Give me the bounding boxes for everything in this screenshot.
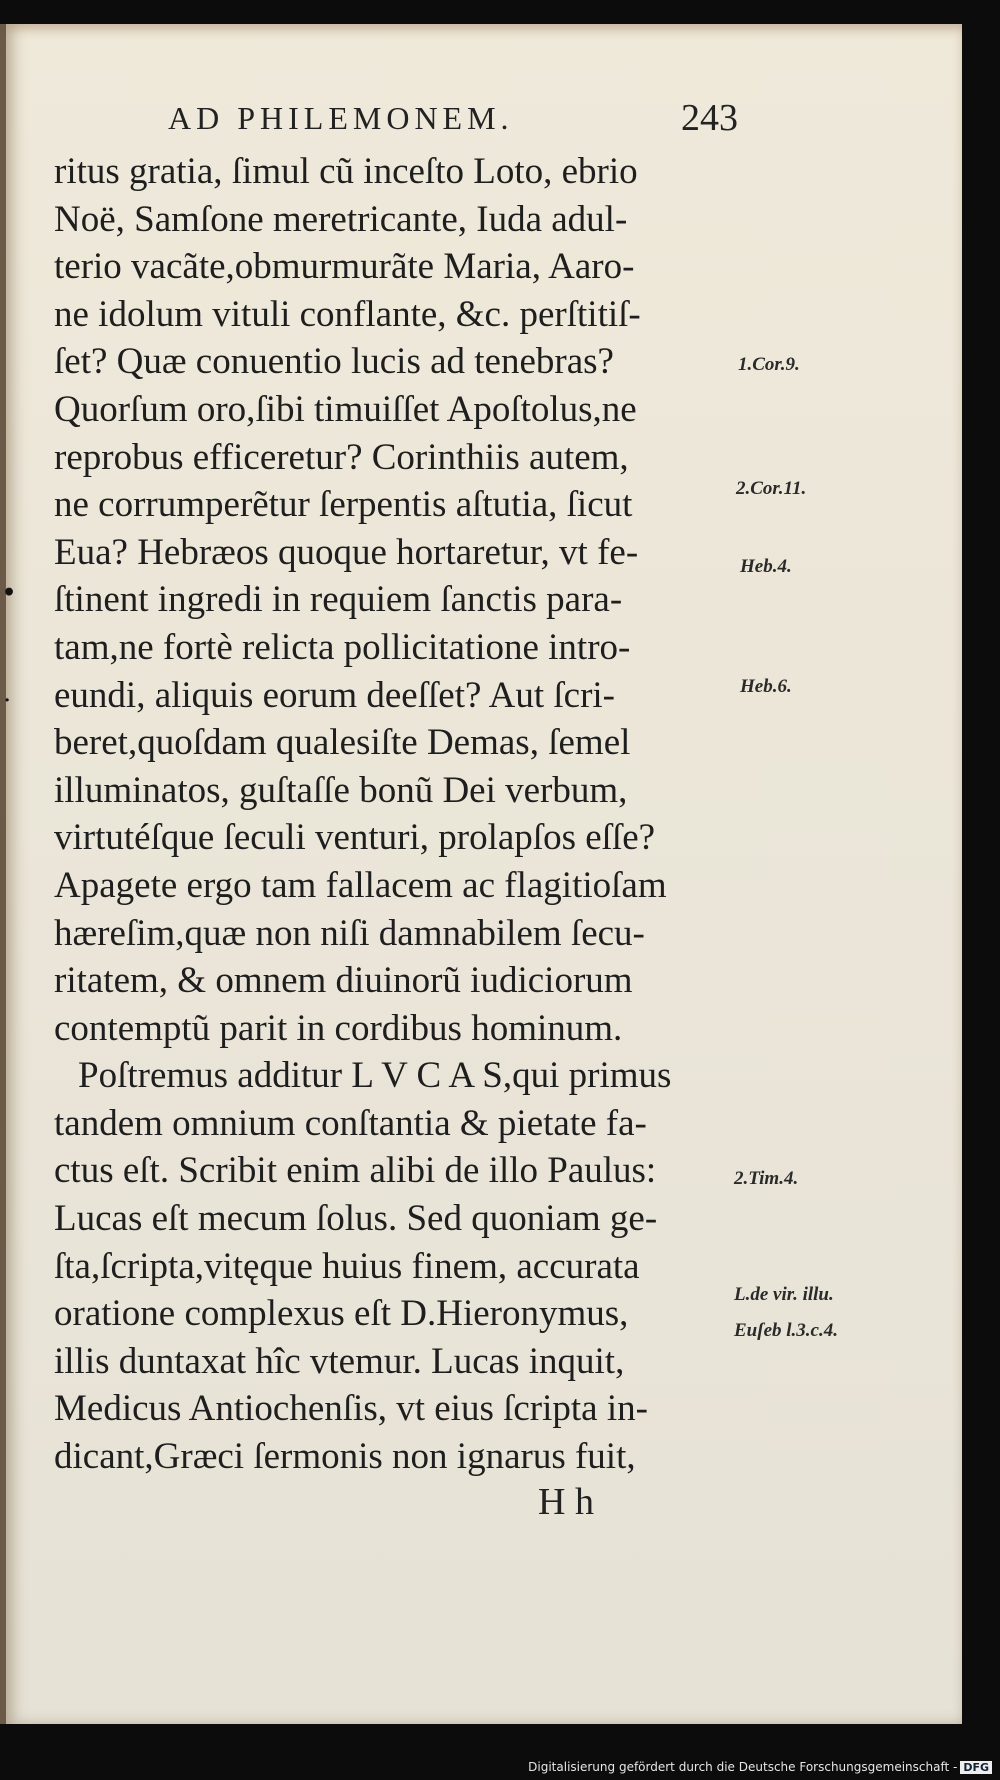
text-line: illis duntaxat hîc vtemur. Lucas inquit, [54, 1340, 625, 1382]
text-line: Noë, Samſone meretricante, Iuda adul- [54, 198, 628, 240]
page-header [168, 97, 738, 150]
dfg-logo-badge: DFG [960, 1761, 992, 1774]
margin-note: Heb.4. [740, 556, 792, 577]
margin-note: 1.Cor.9. [738, 354, 800, 375]
text-line: Apagete ergo tam fallacem ac flagitioſam [54, 864, 667, 906]
text-line: reprobus efficeretur? Corinthiis autem, [54, 436, 629, 478]
text-line: ritatem, & omnem diuinorũ iudiciorum [54, 960, 633, 1002]
text-line: ſet? Quæ conuentio lucis ad tenebras? [54, 341, 614, 383]
text-line: Medicus Antiochenſis, vt eius ſcripta in- [54, 1388, 648, 1430]
margin-bullet-mark: • [2, 580, 17, 606]
text-line: beret,quoſdam qualesiſte Demas, ſemel [54, 722, 631, 764]
text-line: ſtinent ingredi in requiem ſanctis para- [54, 579, 623, 621]
margin-note: L.de vir. illu. [734, 1284, 834, 1305]
text-line: Quorſum oro,ſibi timuiſſet Apoſtolus,ne [54, 388, 637, 430]
margin-bullet-mark: · [4, 690, 11, 711]
text-line: ne corrumperẽtur ſerpentis aſtutia, ſicut [54, 484, 633, 526]
text-line: tandem omnium conſtantia & pietate fa- [54, 1102, 647, 1144]
text-line: dicant,Græci ſermonis non ignarus fuit, [54, 1436, 636, 1478]
text-line: hæreſim,quæ non niſi damnabilem ſecu- [54, 912, 645, 954]
text-line: terio vacãte,obmurmurãte Maria, Aaro- [54, 246, 635, 288]
margin-note: 2.Tim.4. [734, 1168, 799, 1189]
margin-note: 2.Cor.11. [736, 478, 807, 499]
text-line: virtutéſque ſeculi venturi, prolapſos eſſe? [54, 817, 656, 859]
text-line: oratione complexus eſt D.Hieronymus, [54, 1293, 629, 1335]
text-line: eundi, aliquis eorum deeſſet? Aut ſcri- [54, 674, 615, 716]
margin-note: Heb.6. [740, 676, 792, 697]
text-line: contemptũ parit in cordibus hominum. [54, 1007, 623, 1049]
text-line: tam,ne fortè relicta pollicitatione intro- [54, 626, 631, 668]
text-line: ritus gratia, ſimul cũ inceſto Loto, ebrio [54, 151, 638, 192]
page-number: 243 [681, 97, 738, 139]
text-line: Eua? Hebræos quoque hortaretur, vt fe- [54, 531, 639, 573]
digitization-footer [528, 1760, 992, 1774]
text-line: ctus eſt. Scribit enim alibi de illo Paulus: [54, 1150, 657, 1192]
running-title: AD PHILEMONEM. [168, 100, 514, 136]
text-line: illuminatos, guſtaſſe bonũ Dei verbum, [54, 769, 628, 811]
margin-note: Euſeb l.3.c.4. [734, 1320, 838, 1341]
text-line: ſta,ſcripta,vitęque huius finem, accurata [54, 1245, 640, 1287]
footer-text: Digitalisierung gefördert durch die Deutsche Forschungsgemeinschaft - [528, 1760, 958, 1774]
text-line-paragraph-start: Poſtremus additur L V C A S,qui primus [78, 1055, 672, 1097]
signature-mark: H h [538, 1481, 594, 1523]
main-text-block [54, 148, 734, 1481]
text-line: ne idolum vituli conflante, &c. perſtitiſ- [54, 293, 641, 335]
text-line: Lucas eſt mecum ſolus. Sed quoniam ge- [54, 1198, 658, 1240]
